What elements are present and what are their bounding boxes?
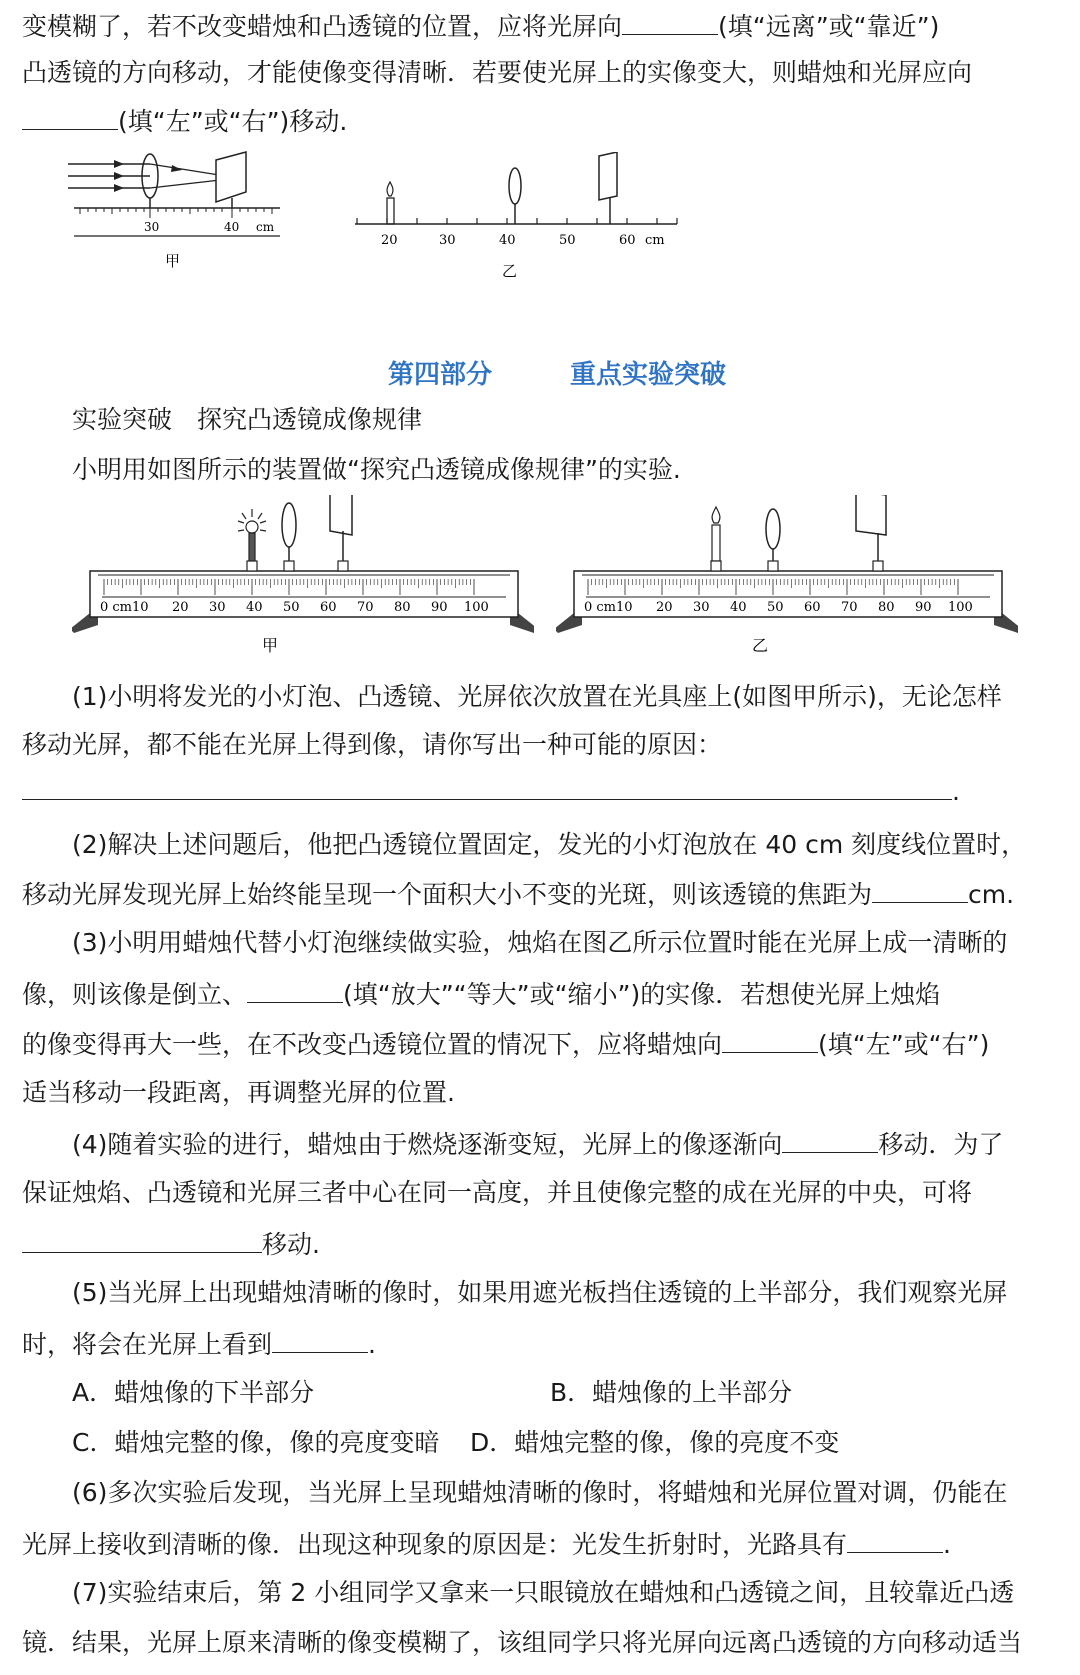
q4-line-1: (4)随着实验的进行，蜡烛由于燃烧逐渐变短，光屏上的像逐渐向 移动．为了 <box>72 1126 1003 1162</box>
bench-label: 20 <box>656 600 673 615</box>
tick-label: 60 <box>619 233 636 248</box>
tick-label: 30 <box>439 233 456 248</box>
bench-label: 90 <box>915 600 932 615</box>
section-title: 重点实验突破 <box>570 360 727 390</box>
answer-blank[interactable] <box>22 773 952 800</box>
optical-bench-jia <box>72 495 534 665</box>
bench-label: 50 <box>767 600 784 615</box>
q3-line-3: 的像变得再大一些，在不改变凸透镜位置的情况下，应将蜡烛向 (填“左”或“右”) <box>22 1026 989 1062</box>
q3-line-4: 适当移动一段距离，再调整光屏的位置. <box>22 1078 455 1107</box>
candle-icon <box>711 507 721 571</box>
experiment-intro: 小明用如图所示的装置做“探究凸透镜成像规律”的实验. <box>72 455 681 484</box>
ruler-ticks <box>80 208 272 218</box>
q1-line-1: (1)小明将发光的小灯泡、凸透镜、光屏依次放置在光具座上(如图甲所示)，无论怎样 <box>72 682 1002 711</box>
section-part-label: 第四部分 <box>388 360 493 390</box>
screen-icon <box>330 495 352 535</box>
bench-label: 90 <box>431 600 448 615</box>
ruler-ticks <box>357 218 677 224</box>
figure-caption: 甲 <box>165 252 181 270</box>
q4-line-2: 保证烛焰、凸透镜和光屏三者中心在同一高度，并且使像完整的成在光屏的中央，可将 <box>22 1178 973 1207</box>
bench-label: 70 <box>841 600 858 615</box>
candle-icon <box>387 182 394 224</box>
q5-option-b[interactable]: B．蜡烛像的上半部分 <box>550 1378 793 1407</box>
bench-label: 0 cm10 <box>100 600 149 615</box>
bench-label: 30 <box>693 600 710 615</box>
screen-icon <box>216 152 246 202</box>
bench-label: 50 <box>283 600 300 615</box>
lens-icon <box>766 509 780 549</box>
figure-top-jia <box>60 150 300 275</box>
bench-label: 20 <box>172 600 189 615</box>
experiment-heading: 实验突破 探究凸透镜成像规律 <box>72 405 423 434</box>
q2-line-1: (2)解决上述问题后，他把凸透镜位置固定，发光的小灯泡放在 40 cm 刻度线位置时， <box>72 830 1027 859</box>
answer-blank[interactable] <box>22 103 118 130</box>
q3-line-1: (3)小明用蜡烛代替小灯泡继续做实验，烛焰在图乙所示位置时能在光屏上成一清晰的 <box>72 928 1008 957</box>
bench-label: 60 <box>804 600 821 615</box>
q5-option-a[interactable]: A．蜡烛像的下半部分 <box>72 1378 315 1407</box>
text-line: (填“左”或“右”)移动. <box>22 103 347 139</box>
screen-icon <box>856 495 886 535</box>
answer-blank[interactable] <box>22 1226 262 1253</box>
q7-line-2: 镜．结果，光屏上原来清晰的像变模糊了，该组同学只将光屏向远离凸透镜的方向移动适当 <box>22 1628 1023 1657</box>
q6-line-2: 光屏上接收到清晰的像．出现这种现象的原因是：光发生折射时，光路具有 . <box>22 1526 951 1562</box>
bench-label: 40 <box>730 600 747 615</box>
figure-caption: 乙 <box>502 262 518 280</box>
tick-label: 20 <box>381 233 398 248</box>
bench-label: 0 cm10 <box>584 600 633 615</box>
q4-line-3: 移动. <box>22 1226 320 1262</box>
q2-line-2: 移动光屏发现光屏上始终能呈现一个面积大小不变的光斑，则该透镜的焦距为 cm. <box>22 876 1014 912</box>
tick-label: 50 <box>559 233 576 248</box>
tick-label: 40 <box>499 233 516 248</box>
q7-line-1: (7)实验结束后，第 2 小组同学又拿来一只眼镜放在蜡烛和凸透镜之间，且较靠近凸透 <box>72 1578 1015 1607</box>
optical-bench-yi <box>556 495 1018 665</box>
q5-line-1: (5)当光屏上出现蜡烛清晰的像时，如果用遮光板挡住透镜的上半部分，我们观察光屏 <box>72 1278 1008 1307</box>
bench-label: 80 <box>394 600 411 615</box>
q6-line-1: (6)多次实验后发现，当光屏上呈现蜡烛清晰的像时，将蜡烛和光屏位置对调，仍能在 <box>72 1478 1008 1507</box>
screen-icon <box>599 152 617 200</box>
figure-caption: 乙 <box>752 636 769 655</box>
light-bulb-icon <box>238 509 266 571</box>
unit-label: cm <box>256 220 275 234</box>
bench-label: 100 <box>464 600 489 615</box>
tick-label: 40 <box>224 220 240 234</box>
answer-blank[interactable] <box>272 1326 368 1353</box>
answer-blank[interactable] <box>722 1026 818 1053</box>
bench-label: 40 <box>246 600 263 615</box>
q1-answer-line: . <box>22 773 960 809</box>
figure-top-yi <box>355 152 715 282</box>
q3-line-2: 像，则该像是倒立、 (填“放大”“等大”或“缩小”)的实像．若想使光屏上烛焰 <box>22 976 940 1012</box>
figure-caption: 甲 <box>262 636 279 655</box>
lens-icon <box>509 168 521 204</box>
answer-blank[interactable] <box>847 1526 943 1553</box>
answer-blank[interactable] <box>782 1126 878 1153</box>
q5-line-2: 时，将会在光屏上看到 . <box>22 1326 376 1362</box>
text-line: 凸透镜的方向移动，才能使像变得清晰．若要使光屏上的实像变大，则蜡烛和光屏应向 <box>22 58 973 87</box>
bench-label: 80 <box>878 600 895 615</box>
answer-blank[interactable] <box>247 976 343 1003</box>
q1-line-2: 移动光屏，都不能在光屏上得到像，请你写出一种可能的原因： <box>22 730 723 759</box>
text-line: 变模糊了，若不改变蜡烛和凸透镜的位置，应将光屏向 (填“远离”或“靠近”) <box>22 8 939 44</box>
bench-label: 100 <box>948 600 973 615</box>
answer-blank[interactable] <box>872 876 968 903</box>
tick-label: 30 <box>144 220 160 234</box>
answer-blank[interactable] <box>622 8 718 35</box>
bench-label: 60 <box>320 600 337 615</box>
bench-label: 30 <box>209 600 226 615</box>
bench-label: 70 <box>357 600 374 615</box>
q5-option-c[interactable]: C．蜡烛完整的像，像的亮度变暗 <box>72 1428 440 1457</box>
lens-icon <box>282 503 296 547</box>
q5-option-d[interactable]: D．蜡烛完整的像，像的亮度不变 <box>470 1428 840 1457</box>
unit-label: cm <box>645 233 665 248</box>
